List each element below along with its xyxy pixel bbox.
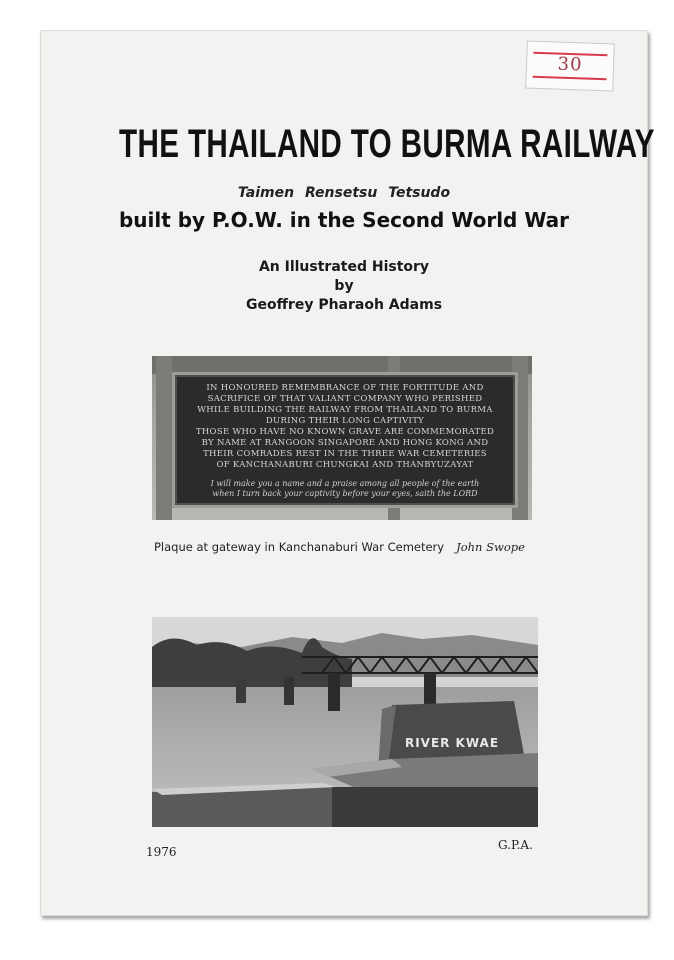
cover-title: THE THAILAND TO BURMA RAILWAY: [119, 122, 655, 166]
bridge-pier: [328, 673, 340, 711]
price-sticker: [525, 40, 615, 91]
price-sticker-line-bottom: [533, 76, 607, 81]
bridge-pier: [424, 673, 436, 707]
plaque-photo: [152, 356, 532, 520]
plaque-line: OF KANCHANABURI CHUNGKAI AND THANBYUZAYAT: [216, 460, 474, 470]
caption-text: Plaque at gateway in Kanchanaburi War Cemetery: [154, 540, 445, 554]
river-kwae-photo: [152, 617, 538, 827]
gate-post-left: [156, 356, 172, 520]
river-scene: [152, 617, 538, 827]
author-initials: G.P.A.: [498, 838, 533, 852]
photo-credit: John Swope: [456, 540, 525, 554]
price-value: 30: [557, 53, 583, 76]
bridge-pier: [284, 677, 294, 705]
plaque-line: THOSE WHO HAVE NO KNOWN GRAVE ARE COMMEMORATED: [195, 427, 495, 437]
author-name: Geoffrey Pharaoh Adams: [245, 297, 443, 313]
memorial-plaque: [172, 372, 518, 508]
plaque-line: SACRIFICE OF THAT VALIANT COMPANY WHO PERISHED: [207, 394, 483, 404]
publication-year: 1976: [146, 845, 177, 859]
plaque-line: WHILE BUILDING THE RAILWAY FROM THAILAND TO BURMA: [197, 405, 493, 415]
river-kwae-sign: RIVER KWAE: [404, 736, 500, 750]
booklet-cover: [40, 30, 655, 916]
description-line: An Illustrated History: [258, 259, 430, 275]
plaque-line: THEIR COMRADES REST IN THE THREE WAR CEMETERIES: [203, 449, 487, 459]
plaque-quote: [183, 479, 507, 499]
plaque-line: DURING THEIR LONG CAPTIVITY: [265, 416, 425, 426]
plaque-line: BY NAME AT RANGOON SINGAPORE AND HONG KONG AND: [201, 438, 489, 448]
author-block: [40, 258, 648, 315]
plaque-quote-line: I will make you a name and a praise among all people of the earth: [210, 479, 480, 488]
japanese-title: Taimen Rensetsu Tetsudo: [237, 185, 451, 201]
cover-subtitle: built by P.O.W. in the Second World War: [118, 208, 570, 232]
plaque-photo-caption: [154, 540, 525, 554]
plaque-quote-line: when I turn back your captivity before your eyes, saith the LORD: [212, 489, 478, 498]
plaque-line: IN HONOURED REMEMBRANCE OF THE FORTITUDE AND: [206, 383, 484, 393]
plaque-inscription: [183, 383, 507, 471]
bridge-pier: [236, 679, 246, 703]
by-line: by: [334, 278, 354, 294]
